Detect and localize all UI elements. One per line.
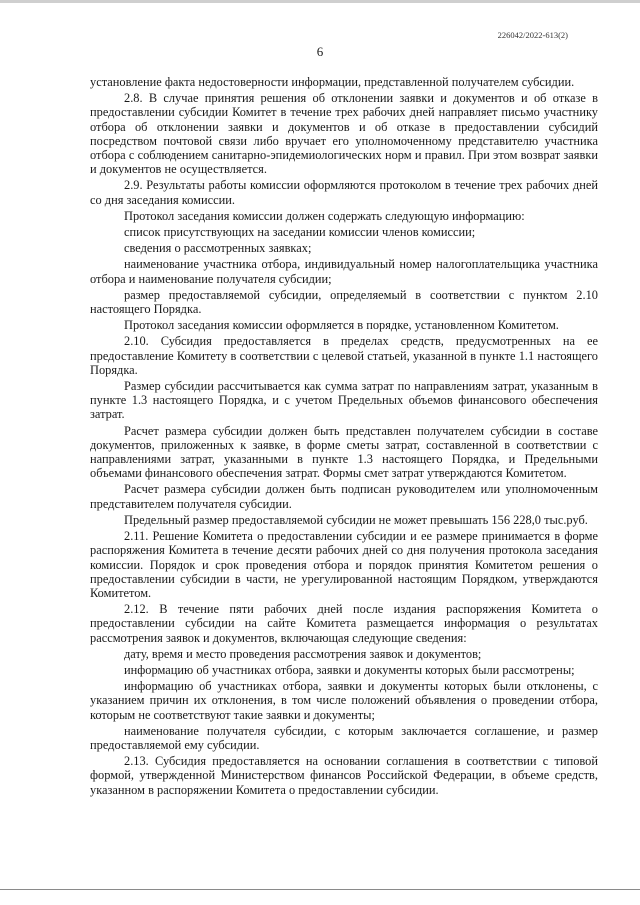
scan-edge-top xyxy=(0,0,640,3)
paragraph: сведения о рассмотренных заявках; xyxy=(124,241,312,256)
paragraph: установление факта недостоверности информации, представленной получателем субсидии. xyxy=(90,75,575,89)
paragraph: 2.13. Субсидия предоставляется на основании соглашения в соответствии с типовой формой, утвержденной Министерством финансов Российской Федерации, в объеме средств, указанном в распоряжении Комитета о предоставлении субсидии. xyxy=(90,754,598,797)
paragraph: дату, время и место проведения рассмотрения заявок и документов; xyxy=(124,646,482,661)
paragraph: Протокол заседания комиссии оформляется в порядке, установленном Комитетом. xyxy=(124,318,559,333)
paragraph: Предельный размер предоставляемой субсидии не может превышать 156 228,0 тыс.руб. xyxy=(124,512,588,527)
paragraph: 2.11. Решение Комитета о предоставлении субсидии и ее размере принимается в форме распоряжения Комитета в течение десяти рабочих дней со дня получения протокола заседания комиссии. Порядок и срок проведения отбора и порядок принятия Комитетом решения о предоставлении субсидии в части, не урегулированной настоящим Порядком, утверждаются Комитетом. xyxy=(90,529,598,600)
paragraph: 2.9. Результаты работы комиссии оформляются протоколом в течение трех рабочих дней со дня заседания комиссии. xyxy=(90,178,598,207)
paragraph: список присутствующих на заседании комиссии членов комиссии; xyxy=(124,225,476,240)
paragraph: 2.12. В течение пяти рабочих дней после издания распоряжения Комитета о предоставлении субсидии на сайте Комитета размещается информация о результатах рассмотрения заявок и документов, включающая следующие сведения: xyxy=(90,602,598,645)
paragraph: Протокол заседания комиссии должен содержать следующую информацию: xyxy=(124,208,525,223)
scan-edge-bottom xyxy=(0,889,640,890)
paragraph: Расчет размера субсидии должен быть представлен получателем субсидии в составе документов, приложенных к заявке, в форме сметы затрат, составленной в соответствии с направлениями затрат, указанными в пункте 1.3 настоящего Порядка, и Предельными объемами финансового обеспечения затрат. Формы смет затрат утверждаются Комитетом. xyxy=(90,423,598,481)
paragraph: информацию об участниках отбора, заявки и документы которых были отклонены, с указанием причин их отклонения, в том числе положений объявления о проведении отбора, которым не соответствуют такие заявки и документы; xyxy=(90,679,598,722)
paragraph: информацию об участниках отбора, заявки и документы которых были рассмотрены; xyxy=(124,662,575,677)
page-number: 6 xyxy=(316,44,324,59)
paragraph: 2.10. Субсидия предоставляется в пределах средств, предусмотренных на ее предоставление Комитету в соответствии с целевой статьей, указанной в пункте 1.1 настоящего Порядка. xyxy=(90,334,598,377)
paragraph: размер предоставляемой субсидии, определяемый в соответствии с пунктом 2.10 настоящего Порядка. xyxy=(90,287,598,317)
paragraph: наименование участника отбора, индивидуальный номер налогоплательщика участника отбора и наименование получателя субсидии; xyxy=(90,257,598,286)
paragraph: Расчет размера субсидии должен быть подписан руководителем или уполномоченным представителем получателя субсидии. xyxy=(90,482,598,511)
paragraph: наименование получателя субсидии, с которым заключается соглашение, и размер предоставляемой ему субсидии. xyxy=(90,723,598,752)
document-number: 226042/2022-613(2) xyxy=(497,30,568,40)
paragraph: 2.8. В случае принятия решения об отклонении заявки и документов и об отказе в предоставлении субсидии Комитет в течение трех рабочих дней направляет письмо участнику отбора об отклонении заявки и документов и об отказе в предоставлении субсидий посредством почтовой связи либо вручает его уполномоченному представителю участника отбора с соблюдением санитарно-эпидемиологических норм и правил. При этом возврат заявки и документов не осуществляется. xyxy=(90,91,598,177)
document-body xyxy=(90,75,598,797)
paragraph: Размер субсидии рассчитывается как сумма затрат по направлениям затрат, указанным в пункте 1.3 настоящего Порядка, и с учетом Предельных объемов финансового обеспечения затрат. xyxy=(90,379,598,422)
